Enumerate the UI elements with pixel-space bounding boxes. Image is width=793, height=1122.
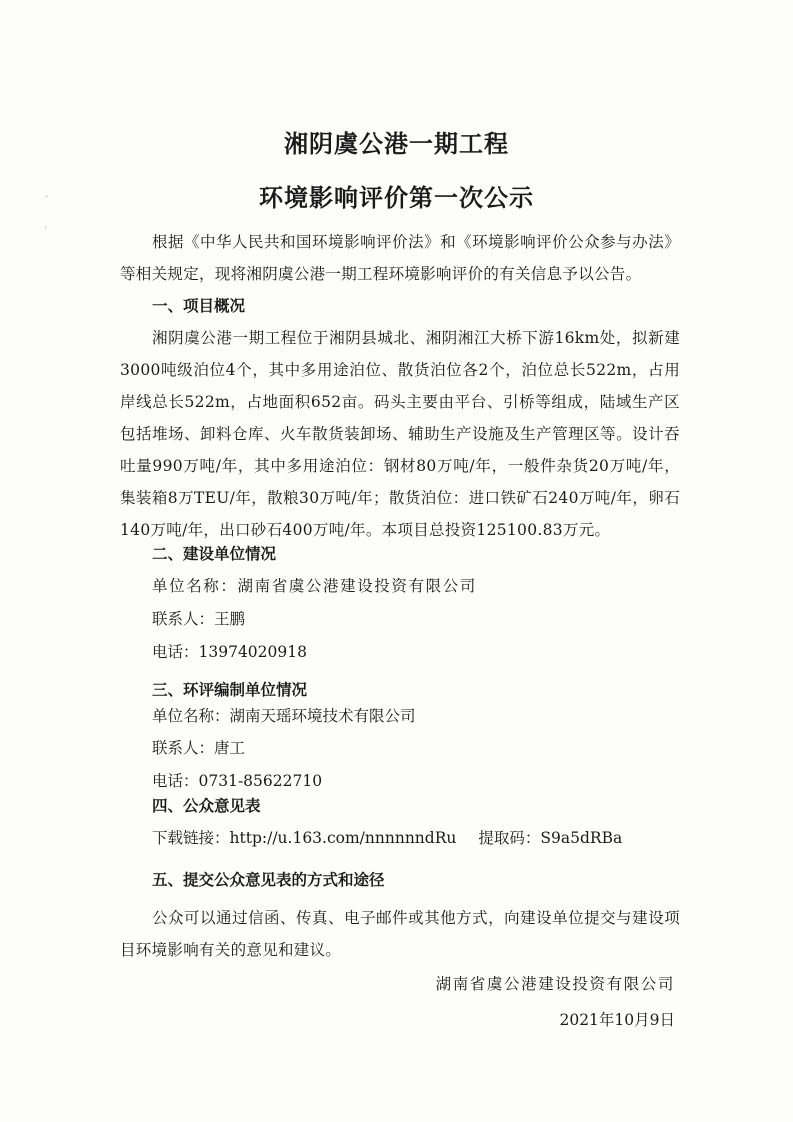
section-heading-project-overview: 一、项目概况 — [152, 296, 246, 315]
signature-date: 2021年10月9日 — [559, 1011, 675, 1029]
section-heading-public-form: 四、公众意见表 — [152, 796, 261, 815]
signature-org: 湖南省虞公港建设投资有限公司 — [435, 975, 675, 993]
download-label: 下载链接： — [152, 829, 230, 847]
scan-speck: ˈ — [44, 226, 47, 237]
extract-label: 提取码： — [478, 829, 541, 847]
eia-unit-name: 单位名称：湖南天瑶环境技术有限公司 — [152, 707, 416, 725]
intro-paragraph: 根据《中华人民共和国环境影响评价法》和《环境影响评价公众参与办法》等相关规定，现将湘阴虞公港一期工程环境影响评价的有关信息予以公告。 — [120, 233, 680, 283]
section-heading-eia-unit: 三、环评编制单位情况 — [152, 680, 308, 699]
scan-speck: ˇ — [44, 196, 49, 207]
section-heading-builder: 二、建设单位情况 — [152, 544, 277, 563]
extract-code: S9a5dRBa — [540, 829, 623, 847]
submission-paragraph: 公众可以通过信函、传真、电子邮件或其他方式，向建设单位提交与建设项目环境影响有关的意见和建议。 — [120, 909, 680, 959]
builder-phone: 电话：13974020918 — [152, 643, 307, 661]
builder-unit-name: 单位名称：湖南省虞公港建设投资有限公司 — [152, 577, 477, 595]
builder-contact: 联系人：王鹏 — [152, 610, 246, 628]
document-title: 湘阴虞公港一期工程 — [284, 129, 509, 158]
download-line — [152, 822, 622, 854]
eia-contact: 联系人：唐工 — [152, 739, 246, 757]
project-overview-paragraph: 湘阴虞公港一期工程位于湘阴县城北、湘阴湘江大桥下游16km处，拟新建3000吨级泊位4个，其中多用途泊位、散货泊位各2个，泊位总长522m，占用岸线总长522m，占地面积652亩。码头主要由平台、引桥等组成，陆域生产区包括堆场、卸料仓库、火车散货装卸场、辅助生产设施及生产管理区等。设计吞吐量990万吨/年，其中多用途泊位：钢材80万吨/年，一般件杂货20万吨/年，集装箱8万TEU/年，散粮30万吨/年；散货泊位：进口铁矿石240万吨/年，卵石140万吨/年，出口砂石400万吨/年。本项目总投资125100.83万元。 — [120, 329, 680, 539]
download-link[interactable]: http://u.163.com/nnnnnndRu — [229, 829, 457, 847]
document-subtitle: 环境影响评价第一次公示 — [259, 183, 534, 212]
section-heading-submission: 五、提交公众意见表的方式和途径 — [152, 870, 385, 889]
eia-phone: 电话：0731-85622710 — [152, 772, 323, 790]
